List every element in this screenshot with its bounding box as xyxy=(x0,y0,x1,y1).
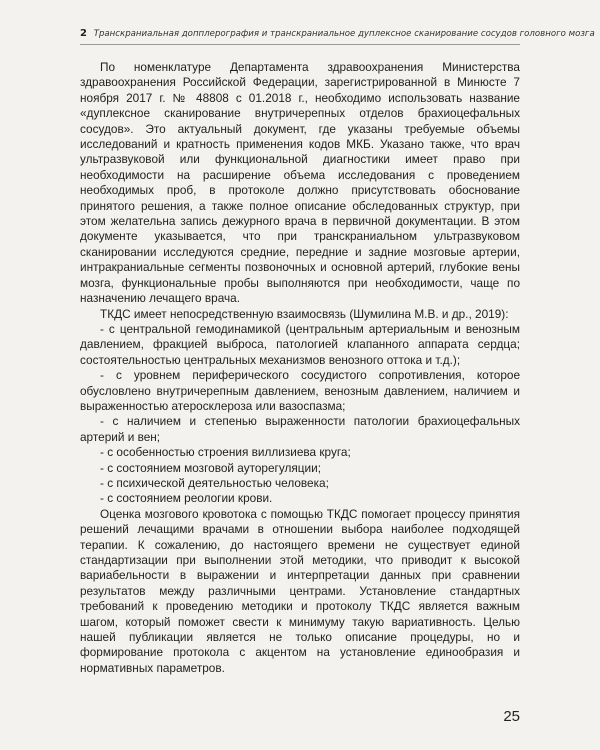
list-item: - с особенностью строения виллизиева круга; xyxy=(100,445,351,460)
list-item: - с состоянием мозговой ауторегуляции; xyxy=(100,460,321,475)
list-item: - с психической деятельностью человека; xyxy=(100,475,329,490)
list-item: - с состоянием реологии крови. xyxy=(100,491,273,506)
list-item: - с центральной гемодинамикой (центральным артериальным и венозным давлением, фракцией выброса, патологией клапанного аппарата сердца; состоятельностью центральных механизмов венозного оттока и т.д.); xyxy=(80,321,520,367)
paragraph: По номенклатуре Департамента здравоохранения Министерства здравоохранения Российской Федерации, зарегистрированной в Минюсте 7 ноября 2017 г. № 48808 с 01.2018 г., необходимо использовать название «дуплексное сканирование внутричерепных отделов брахиоцефальных сосудов». Это актуальный документ, где указаны требуемые объемы исследований и кратность применения кодов МКБ. Указано также, что врач ультразвуковой или функциональной диагностики имеет право при необходимости на расширение объема исследования с проведением необходимых проб, в протоколе должно присутствовать обоснование принятого решения, а также полное описание обследованных структур, при этом желательна запись дежурного врача в первичной документации. В этом документе указывается, что при транскраниальном ультразвуковом сканировании исследуются средние, передние и задние мозговые артерии, интракраниальные сегменты позвоночных и основной артерий, глубокие вены мозга, функциональные пробы выполняются при необходимости, чаще по назначению лечащего врача. xyxy=(80,60,520,306)
page-number: 25 xyxy=(503,708,520,725)
running-header xyxy=(80,28,595,42)
chapter-number: 2 xyxy=(80,28,87,39)
list-item: - с уровнем периферического сосудистого сопротивления, которое обусловлено внутричерепным давлением, венозным давлением, наличием и выраженностью атеросклероза или вазоспазма; xyxy=(80,368,520,413)
header-divider xyxy=(80,44,520,45)
paragraph: ТКДС имеет непосредственную взаимосвязь (Шумилина М.В. и др., 2019): xyxy=(100,306,509,321)
body-text xyxy=(80,60,520,676)
list-item: - с наличием и степенью выраженности патологии брахиоцефальных артерий и вен; xyxy=(80,414,520,444)
paragraph: Оценка мозгового кровотока с помощью ТКДС помогает процессу принятия решений лечащими врачами в отношении выбора наиболее подходящей терапии. К сожалению, до настоящего времени не существует единой стандартизации при выполнении этой методики, что приводит к высокой вариабельности в выражении и интерпретации данных при сравнении результатов между различными центрами. Установление стандартных требований к проведению методики и протоколу ТКДС является важным шагом, который поможет свести к минимуму такую вариативность. Целью нашей публикации является не только описание процедуры, но и формирование протокола с акцентом на установление единообразия и нормативных параметров. xyxy=(80,506,520,675)
running-title: Транскраниальная допплерография и транскраниальное дуплексное сканирование сосудов головного мозга xyxy=(93,29,595,39)
